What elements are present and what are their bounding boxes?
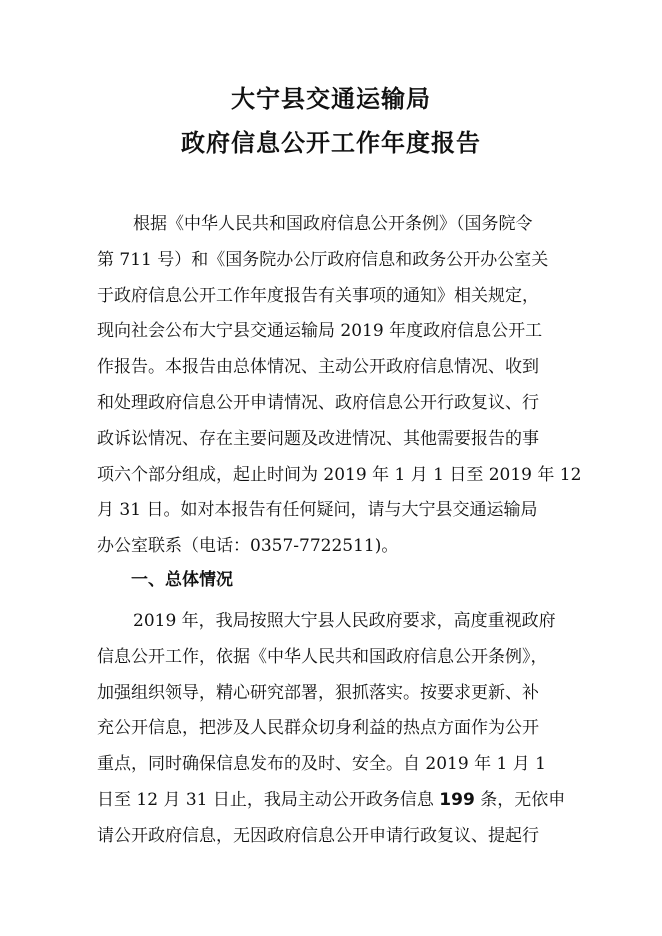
- intro-line: 于政府信息公开工作年度报告有关事项的通知》相关规定，: [97, 285, 539, 306]
- overview-text: 日至 12 月 31 日止，我局主动公开政务信息: [97, 789, 440, 810]
- intro-line: 和处理政府信息公开申请情况、政府信息公开行政复议、行: [97, 392, 539, 413]
- overview-line: 信息公开工作，依据《中华人民共和国政府信息公开条例》，: [97, 646, 548, 667]
- section-heading-overview: 一、总体情况: [131, 570, 233, 590]
- intro-paragraph: [97, 207, 582, 565]
- intro-line: 月 31 日。如对本报告有任何疑问，请与大宁县交通运输局: [97, 500, 538, 521]
- intro-line: 现向社会公布大宁县交通运输局 2019 年度政府信息公开工: [97, 321, 543, 342]
- intro-line: 项六个部分组成，起止时间为 2019 年 1 月 1 日至 2019 年 12: [97, 464, 582, 485]
- intro-line: 办公室联系（电话：0357-7722511)。: [97, 536, 399, 557]
- overview-line: [97, 783, 565, 819]
- published-info-count: 199: [439, 789, 475, 810]
- overview-line: 2019 年，我局按照大宁县人民政府要求，高度重视政府: [133, 611, 556, 631]
- overview-line: 重点，同时确保信息发布的及时、安全。自 2019 年 1 月 1: [97, 754, 546, 775]
- overview-line: 加强组织领导，精心研究部署，狠抓落实。按要求更新、补: [97, 682, 539, 703]
- overview-line: 充公开信息，把涉及人民群众切身利益的热点方面作为公开: [97, 718, 539, 739]
- intro-line: 根据《中华人民共和国政府信息公开条例》（国务院令: [133, 214, 533, 234]
- document-title-line2: 政府信息公开工作年度报告: [181, 129, 481, 157]
- intro-line: 政诉讼情况、存在主要问题及改进情况、其他需要报告的事: [97, 428, 539, 449]
- overview-paragraph: [97, 604, 565, 855]
- intro-line: 第 711 号）和《国务院办公厅政府信息和政务公开办公室关: [97, 249, 549, 270]
- document-title-line1: 大宁县交通运输局: [231, 85, 431, 113]
- intro-line: 作报告。本报告由总体情况、主动公开政府信息情况、收到: [97, 357, 539, 378]
- overview-line: 请公开政府信息，无因政府信息公开申请行政复议、提起行: [97, 825, 539, 846]
- overview-text: 条，无依申: [474, 789, 566, 810]
